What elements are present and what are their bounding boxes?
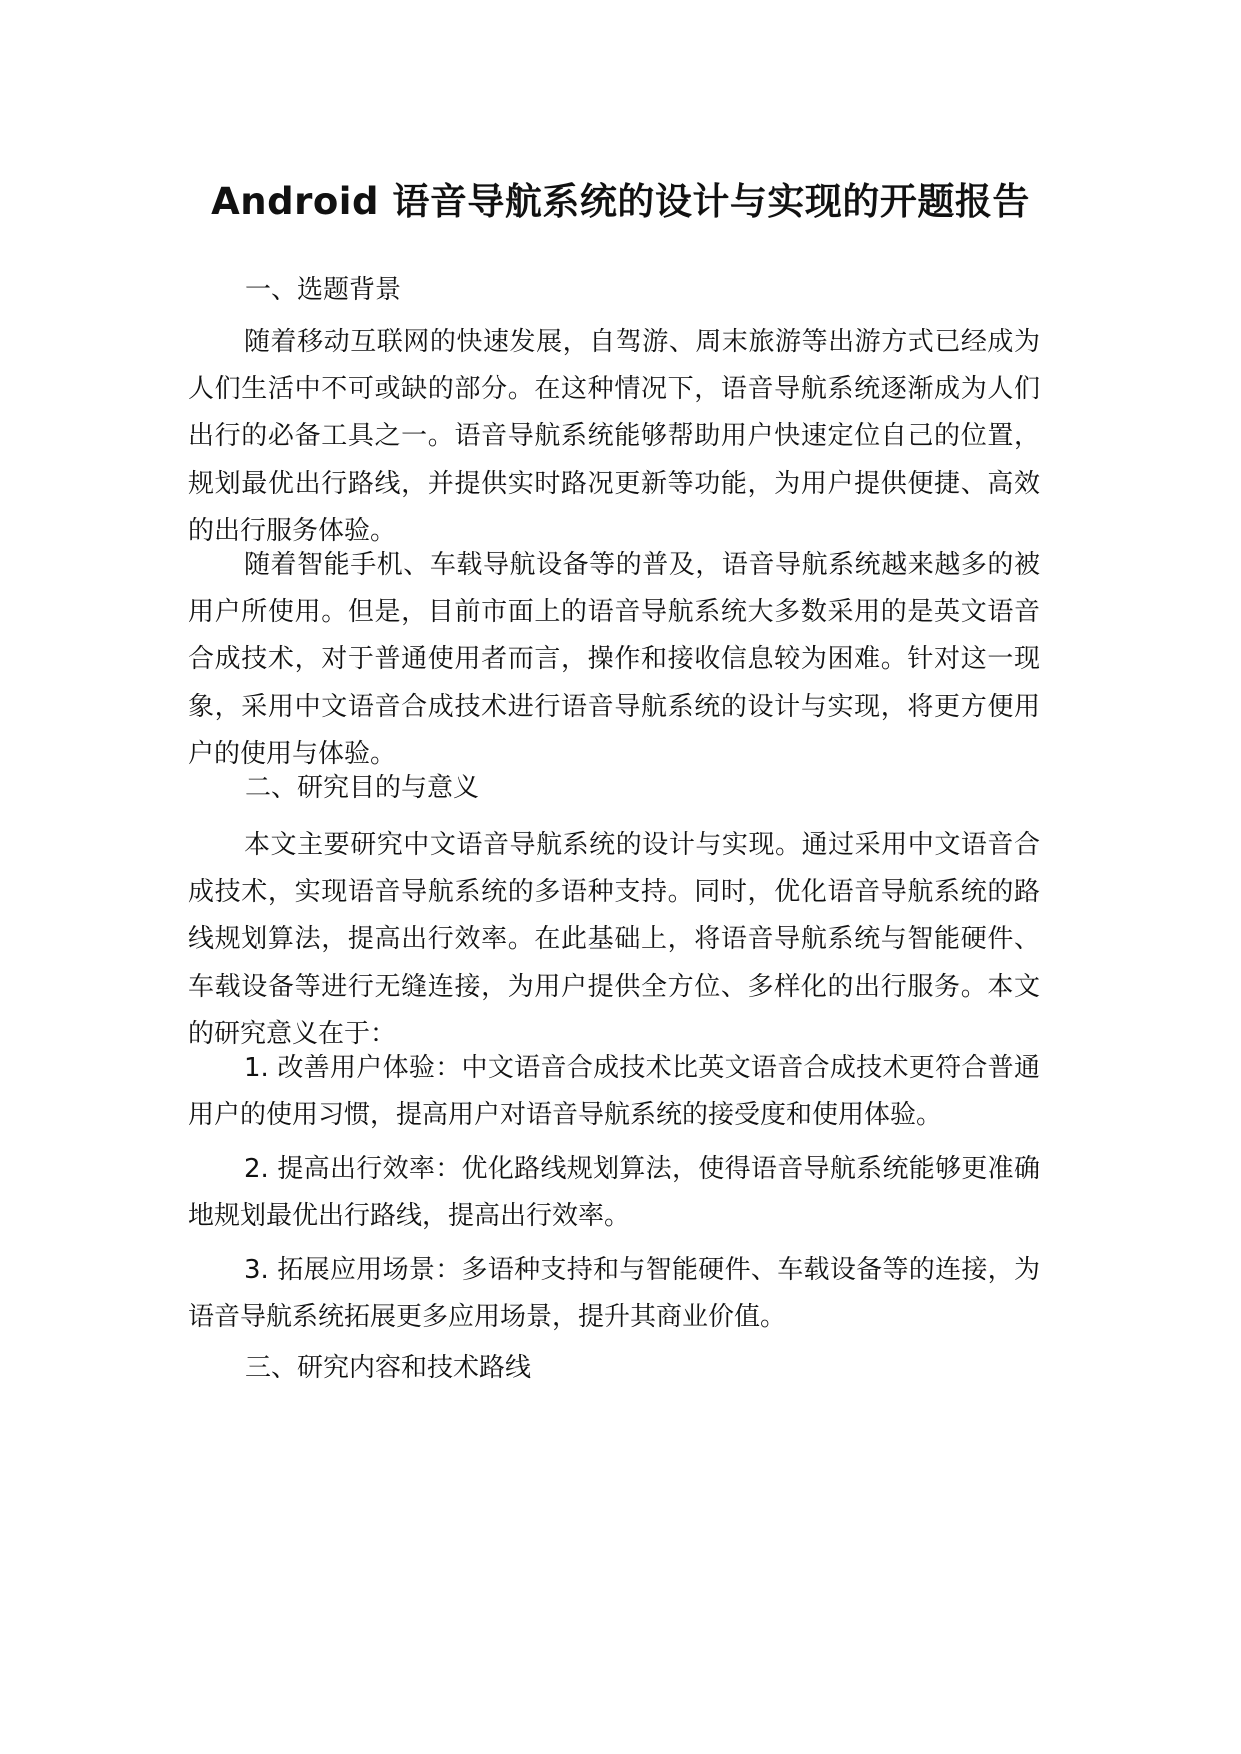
section-heading-content: 三、研究内容和技术路线	[245, 1353, 532, 1383]
list-item-user-experience: 1. 改善用户体验：中文语音合成技术比英文语音合成技术更符合普通用户的使用习惯，提高用户对语音导航系统的接受度和使用体验。	[188, 1053, 1040, 1131]
list-item-efficiency: 2. 提高出行效率：优化路线规划算法，使得语音导航系统能够更准确地规划最优出行路线，提高出行效率。	[188, 1154, 1040, 1232]
section-heading-purpose: 二、研究目的与意义	[245, 773, 480, 803]
paragraph-purpose-1: 本文主要研究中文语音导航系统的设计与实现。通过采用中文语音合成技术，实现语音导航系统的多语种支持。同时，优化语音导航系统的路线规划算法，提高出行效率。在此基础上，将语音导航系统与智能硬件、车载设备等进行无缝连接，为用户提供全方位、多样化的出行服务。本文的研究意义在于：	[188, 830, 1040, 1049]
section-heading-background: 一、选题背景	[245, 275, 402, 305]
document-title: Android 语音导航系统的设计与实现的开题报告	[211, 180, 1030, 223]
paragraph-background-1: 随着移动互联网的快速发展，自驾游、周末旅游等出游方式已经成为人们生活中不可或缺的部分。在这种情况下，语音导航系统逐渐成为人们出行的必备工具之一。语音导航系统能够帮助用户快速定位自己的位置，规划最优出行路线，并提供实时路况更新等功能，为用户提供便捷、高效的出行服务体验。	[188, 327, 1040, 546]
paragraph-background-2: 随着智能手机、车载导航设备等的普及，语音导航系统越来越多的被用户所使用。但是，目前市面上的语音导航系统大多数采用的是英文语音合成技术，对于普通使用者而言，操作和接收信息较为困难。针对这一现象，采用中文语音合成技术进行语音导航系统的设计与实现，将更方便用户的使用与体验。	[188, 550, 1040, 769]
list-item-scenarios: 3. 拓展应用场景：多语种支持和与智能硬件、车载设备等的连接，为语音导航系统拓展更多应用场景，提升其商业价值。	[188, 1255, 1040, 1333]
